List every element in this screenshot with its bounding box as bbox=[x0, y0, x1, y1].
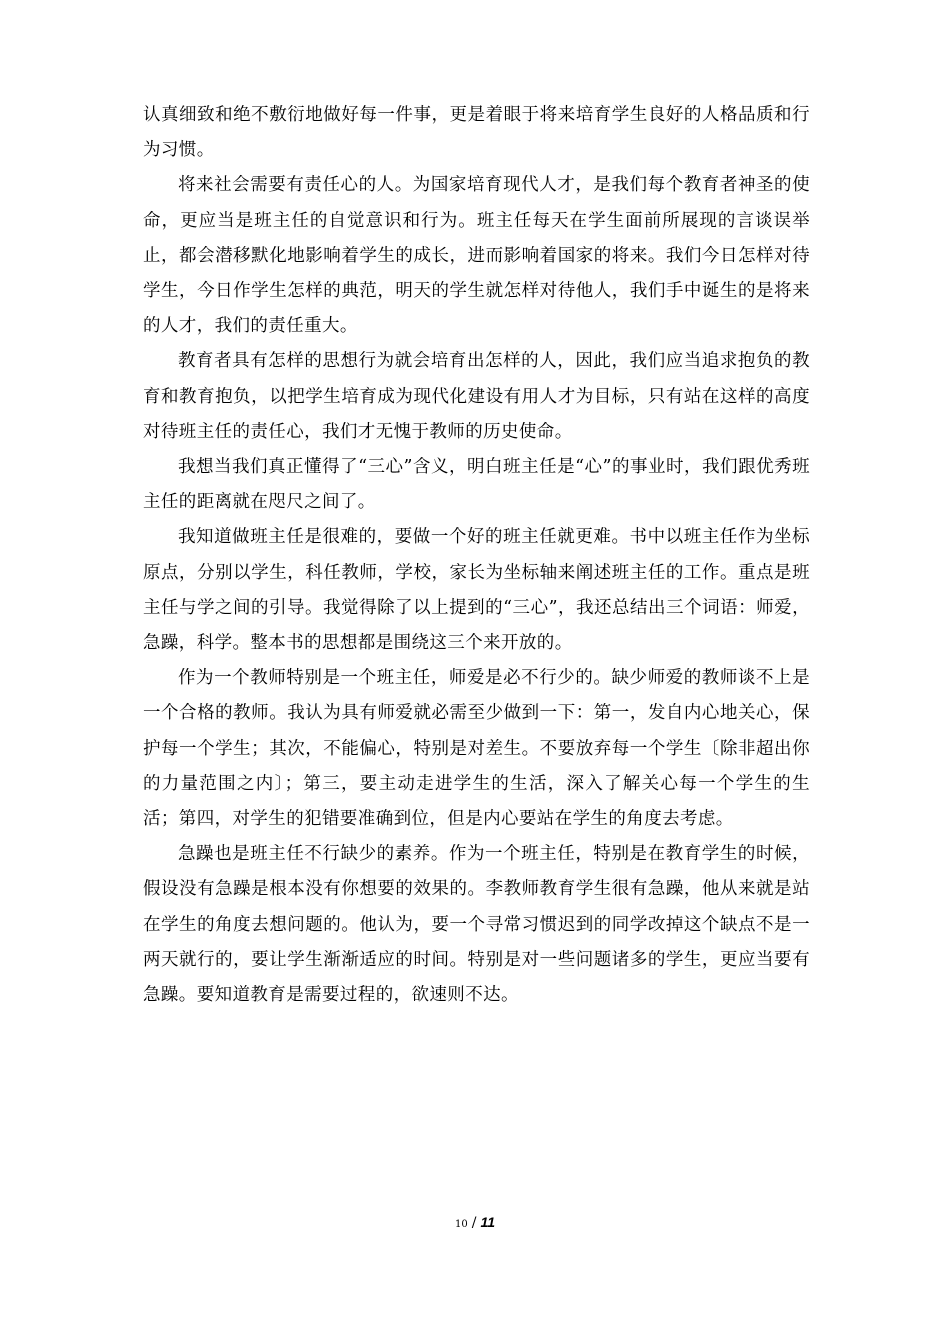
paragraph-4: 我想当我们真正懂得了“三心”含义，明白班主任是“心”的事业时，我们跟优秀班主任的距离就在咫尺之间了。 bbox=[143, 457, 810, 513]
paragraph-1: 认真细致和绝不敷衍地做好每一件事，更是着眼于将来培育学生良好的人格品质和行为习惯。 bbox=[143, 105, 810, 161]
paragraph-6: 作为一个教师特别是一个班主任，师爱是必不行少的。缺少师爱的教师谈不上是一个合格的教师。我认为具有师爱就必需至少做到一下：第一，发自内心地关心，保护每一个学生；其次，不能偏心，特别是对差生。不要放弃每一个学生〔除非超出你的力量范围之内〕；第三，要主动走进学生的生活，深入了解关心每一个学生的生活；第四，对学生的犯错要准确到位，但是内心要站在学生的角度去考虑。 bbox=[143, 668, 810, 830]
paragraph-3: 教育者具有怎样的思想行为就会培育出怎样的人，因此，我们应当追求抱负的教育和教育抱负，以把学生培育成为现代化建设有用人才为目标，只有站在这样的高度对待班主任的责任心，我们才无愧于教师的历史使命。 bbox=[143, 351, 810, 442]
document-body bbox=[143, 98, 810, 1013]
current-page-number: 10 bbox=[455, 1219, 468, 1230]
paragraph-5: 我知道做班主任是很难的，要做一个好的班主任就更难。书中以班主任作为坐标原点，分别以学生，科任教师，学校，家长为坐标轴来阐述班主任的工作。重点是班主任与学之间的引导。我觉得除了以上提到的“三心”，我还总结出三个词语：师爱，急躁，科学。整本书的思想都是围绕这三个来开放的。 bbox=[143, 527, 810, 654]
page-number bbox=[0, 1212, 950, 1235]
total-pages-number: 11 bbox=[480, 1214, 495, 1230]
paragraph-2: 将来社会需要有责任心的人。为国家培育现代人才，是我们每个教育者神圣的使命，更应当是班主任的自觉意识和行为。班主任每天在学生面前所展现的言谈误举止，都会潜移默化地影响着学生的成长，进而影响着国家的将来。我们今日怎样对待学生，今日作学生怎样的典范，明天的学生就怎样对待他人，我们手中诞生的是将来的人才，我们的责任重大。 bbox=[143, 175, 810, 337]
page-separator: / bbox=[471, 1215, 477, 1231]
paragraph-7: 急躁也是班主任不行缺少的素养。作为一个班主任，特别是在教育学生的时候，假设没有急躁是根本没有你想要的效果的。李教师教育学生很有急躁，他从来就是站在学生的角度去想问题的。他认为，要一个寻常习惯迟到的同学改掉这个缺点不是一两天就行的，要让学生渐渐适应的时间。特别是对一些问题诸多的学生，更应当要有急躁。要知道教育是需要过程的，欲速则不达。 bbox=[143, 844, 810, 1006]
